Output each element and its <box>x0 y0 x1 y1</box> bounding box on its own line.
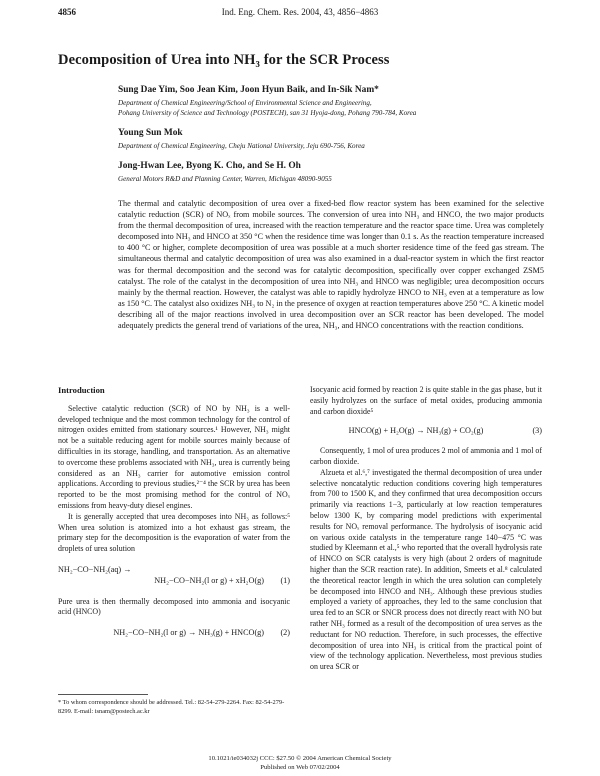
author-group-3: Jong-Hwan Lee, Byong K. Cho, and Se H. Oh <box>118 161 301 171</box>
intro-paragraph-3: Pure urea is then thermally decomposed into ammonia and isocyanic acid (HNCO) <box>58 596 290 617</box>
equation-1 <box>58 576 290 587</box>
equation-1-line-2: NH₂−CO−NH₂(l or g) + xH₂O(g) <box>154 575 264 585</box>
equation-3 <box>310 426 542 437</box>
page-footer <box>0 755 600 772</box>
affiliation-1 <box>118 98 416 118</box>
right-paragraph-2: Consequently, 1 mol of urea produces 2 mol of ammonia and 1 mol of carbon dioxide. <box>310 446 542 466</box>
equation-2-number: (2) <box>280 628 290 638</box>
journal-citation: Ind. Eng. Chem. Res. 2004, 43, 4856−4863 <box>221 7 379 17</box>
footnote-rule <box>58 694 148 695</box>
page-number: 4856 <box>58 7 76 17</box>
left-column <box>58 385 290 639</box>
intro-paragraph-2: It is generally accepted that urea decomposes into NH₃ as follows:⁵ When urea solution is atomized into a hot exhaust gas stream, the primary step for the decomposition is the evaporation of water from the droplets of urea solution <box>58 511 290 554</box>
abstract: The thermal and catalytic decomposition of urea over a fixed-bed flow reactor system has been examined for the selective catalytic reduction (SCR) of NOₓ from mobile sources. The conversion of urea into NH₃ and HNCO, the two major products from the thermal decomposition of urea, increased with the reaction temperature and the reactor space time. Urea was completely decomposed into NH₃ and HNCO at 350 °C when the residence time was longer than 0.1 s. As the reaction temperature increased to 400 °C or higher, complete decomposition of urea was possible at a much shorter residence time of the feed gas stream. The simultaneous thermal and catalytic decomposition of urea was also examined in a dual-reactor system in which the first reactor was for thermal decomposition and the second was for catalytic decomposition, specifically over copper exchanged ZSM5 catalyst. The role of the catalyst in the decomposition of urea into NH₃ and HNCO was negligible; urea decomposition occurs mainly by the thermal reaction. However, the catalyst was able to rapidly hydrolyze HNCO to NH₃ even at a temperature as low as 150 °C. The catalyst also oxidizes NH₃ to N₂ in the presence of oxygen at reaction temperatures above 250 °C. A kinetic model describing all of the major reactions involved in urea decomposition over an SCR reactor has been developed. The model adequately predicts the general trend of variations of the urea, NH₃, and HNCO concentrations with the reaction conditions. <box>118 199 544 331</box>
footer-published: Published on Web 07/02/2004 <box>260 763 340 771</box>
affiliation-3: General Motors R&D and Planning Center, Warren, Michigan 48090-9055 <box>118 175 332 183</box>
equation-3-body: HNCO(g) + H₂O(g) → NH₃(g) + CO₂(g) <box>348 426 484 436</box>
equation-3-number: (3) <box>532 426 542 436</box>
affiliation-1-line-1: Department of Chemical Engineering/School of Environmental Science and Engineering, <box>118 99 372 107</box>
affiliation-1-line-2: Pohang University of Science and Technology (POSTECH), san 31 Hyoja-dong, Pohang 790-784, Korea <box>118 109 417 117</box>
equation-1-line-1: NH₂−CO−NH₂(aq) → <box>58 564 132 574</box>
equation-1-number: (1) <box>280 575 290 585</box>
author-group-1: Sung Dae Yim, Soo Jean Kim, Joon Hyun Baik, and In-Sik Nam* <box>118 85 379 95</box>
footer-doi: 10.1021/ie034032j CCC: $27.50 © 2004 American Chemical Society <box>208 755 392 762</box>
running-header <box>58 7 542 19</box>
right-column <box>310 385 542 673</box>
equation-2-body: NH₂−CO−NH₂(l or g) → NH₃(g) + HNCO(g) <box>113 628 264 638</box>
author-group-2: Young Sun Mok <box>118 128 183 138</box>
right-paragraph-3: Alzueta et al.⁶,⁷ investigated the thermal decomposition of urea under selective noncatalytic reduction conditions covering high temperatures from 700 to 1500 K, and they confirmed that urea decomposition occurs primarily via reactions 1−3, particularly at low reaction temperatures below 1300 K, by comparing model predictions with experimental results for NOₓ removal performance. The hydrolysis of isocyanic acid on various oxide catalysts in the temperature range 140−475 °C was studied by Kleemann et al.,⁵ who reported that the overall hydrolysis rate of HNCO on SCR catalysts is very high (about 2 orders of magnitude higher than the SCR reaction rate). In addition, Smeets et al.⁸ calculated the theoretical reactor length in which the urea solution can completely be decomposed into HNCO and NH₃. Although these previous studies employed a variety of approaches, they led to the same conclusion that urea fed to an SCR or SNCR process does not directly react with NO but rather NH₃ formed as a result of the decomposition of urea serves as the reductant for NO reduction. Therefore, in such processes, the effective decomposition of urea into NH₃ is critical from the practical point of view of the technology application. Nevertheless, most previous studies on urea SCR or <box>310 467 542 672</box>
affiliation-2: Department of Chemical Engineering, Cheju National University, Jeju 690-756, Korea <box>118 142 365 150</box>
paper-title: Decomposition of Urea into NH₃ for the SCR Process <box>58 52 390 68</box>
right-paragraph-1: Isocyanic acid formed by reaction 2 is quite stable in the gas phase, but it easily hydrolyzes on the surface of metal oxides, producing ammonia and carbon dioxide⁵ <box>310 385 542 416</box>
equation-2 <box>58 628 290 639</box>
intro-paragraph-1: Selective catalytic reduction (SCR) of NO by NH₃ is a well-developed technique and the most common technology for the control of nitrogen oxides emitted from stationary sources.¹ However, NH₃ might not be a suitable reducing agent for mobile sources mainly because of difficulties in its storage, handling, and transportation. As an alternative to overcome these problems associated with NH₃, urea is currently being considered as an NH₃ carrier for automotive emission control applications. According to previous studies,²⁻⁴ the SCR by urea has been reported to be the most promising method for the control of NOₓ emissions from heavy-duty diesel engines. <box>58 403 290 510</box>
section-heading-introduction: Introduction <box>58 385 105 395</box>
footnote: * To whom correspondence should be addressed. Tel.: 82-54-279-2264. Fax: 82-54-279-8299. E-mail: isnam@postech.ac.kr <box>58 699 285 715</box>
